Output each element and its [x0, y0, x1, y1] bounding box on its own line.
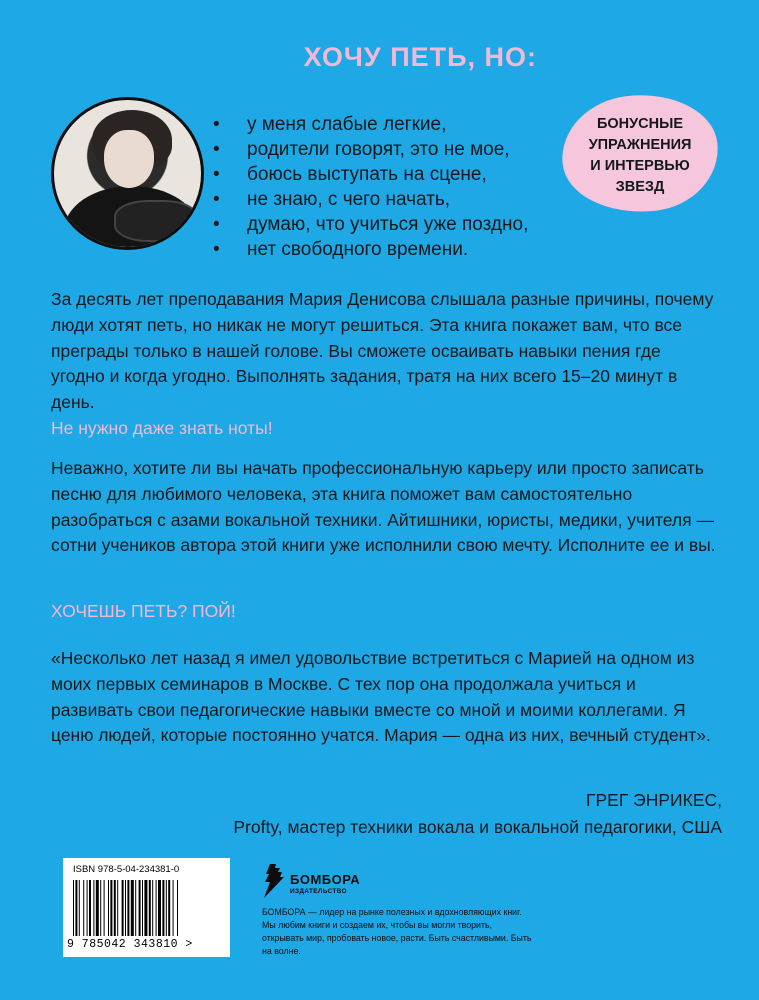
bonus-badge-line: И ИНТЕРВЬЮ [590, 158, 690, 174]
testimonial-quote: «Несколько лет назад я имел удовольствие встретиться с Марией на одном из моих первых семинаров в Москве. С тех пор она продолжала учиться и развивать свои педагогические навыки вместе со мной и моими коллегами. Я ценю людей, которые постоянно учатся. Мария — одна из них, вечный студент». [51, 648, 711, 746]
list-item: • думаю, что учиться уже поздно, [213, 212, 528, 237]
list-item: • боюсь выступать на сцене, [213, 162, 528, 187]
bonus-badge-line: БОНУСНЫЕ [596, 116, 683, 132]
author-name: ГРЕГ ЭНРИКЕС, [586, 790, 722, 810]
publisher-description: БОМБОРА — лидер на рынке полезных и вдохновляющих книг. Мы любим книги и создаем их, чтобы вы могли творить, открывать мир, пробовать новое, расти. Быть счастливыми. Быть на волне. [262, 907, 532, 956]
publisher-name: БОМБОРА [290, 872, 361, 887]
photo-face [104, 130, 154, 188]
intro-highlight: Не нужно даже знать ноты! [51, 417, 273, 438]
list-item: • нет свободного времени. [213, 237, 528, 262]
publisher-sub: ИЗДАТЕЛЬСТВО [290, 888, 347, 895]
slogan: ХОЧЕШЬ ПЕТЬ? ПОЙ! [51, 601, 236, 621]
list-item: • родители говорят, это не мое, [213, 137, 528, 162]
bonus-badge [562, 114, 718, 198]
bonus-badge-line: ЗВЕЗД [615, 179, 665, 195]
barcode-icon [73, 880, 221, 936]
bombora-logo-icon [262, 862, 286, 900]
intro-text: За десять лет преподавания Мария Денисова слышала разные причины, почему люди хотят петь, но никак не могут решиться. Эта книга покажет вам, что все преграды только в нашей голове. Вы сможете осваивать навыки пения где угодно и когда угодно. Выполнять задания, тратя на них всего 15–20 минут в день. [51, 289, 714, 413]
bonus-badge-line: УПРАЖНЕНИЯ [588, 137, 692, 153]
excuses-list [213, 112, 528, 262]
list-item: • у меня слабые легкие, [213, 112, 528, 137]
isbn-barcode-box [63, 858, 230, 957]
author-role: Profty, мастер техники вокала и вокальной педагогики, США [233, 817, 722, 837]
list-item: • не знаю, с чего начать, [213, 187, 528, 212]
page-title: ХОЧУ ПЕТЬ, НО: [303, 42, 537, 72]
isbn-digits: 9 785042 343810 > [67, 938, 193, 951]
second-paragraph: Неважно, хотите ли вы начать профессиональную карьеру или просто записать песню для любимого человека, эта книга поможет вам самостоятельно разобраться с азами вокальной техники. Айтишники, юристы, медики, учителя — сотни учеников автора этой книги уже исполнили свою мечту. Исполните ее и вы. [51, 458, 716, 556]
isbn-label: ISBN 978-5-04-234381-0 [73, 864, 180, 875]
intro-paragraph [51, 287, 716, 442]
author-photo [51, 97, 204, 250]
testimonial-author [233, 787, 722, 841]
guitar-icon [114, 200, 198, 242]
